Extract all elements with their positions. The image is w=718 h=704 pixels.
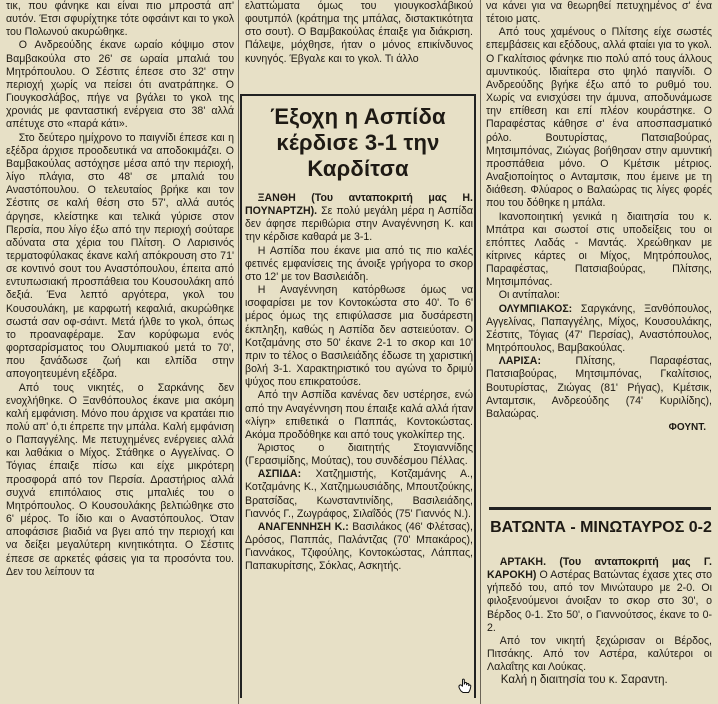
hand-cursor-icon: [455, 676, 475, 696]
column-rule-right: [480, 0, 481, 704]
left-paragraph: Στο δεύτερο ημίχρονο το παιγνίδι έπεσε και η εξέδρα άρχισε προοδευτικά να αποδοκιμάζει. Ο Βαμβακούλας αστόχησε μέσα από την περιοχή, λίγο πλάγια, στο 48' σε μπαλιά του Αναστόπουλου. Ο τελευταίος βρήκε και τον Σέστιτς σε καλή θέση στο 57', αλλά αυτός άργησε, κλείστηκε και τελικά γύρισε στον Περσία, που λίγο έξω από την περιοχή σούταρε αδύνατα στα χέρια του Πλίτση. Ο Λαρισινός τερματοφύλακας έκανε καλή απόκρουση στο 71' σε κοντινό σουτ του Αναστόπουλου, έπειτα από εντυπωσιακή προσπάθεια του Κουσουλάκη από δεξιά. Ένα λεπτό αργότερα, γκολ του Κουσουλάκη, με καρφωτή κεφαλιά, ακυρώθηκε σωστά σαν οφ-σάιντ. Μετά ήλθε το γκολ, όπως το προαναφέραμε. Σαν κορύφωμα ενός φορτσαρίσματος του Ολυμπιακού μετά το 70', που ξανάδωσε ζωή και ελπίδα στην απογοητευμένη εξέδρα.: [6, 131, 234, 381]
aspida-paragraph: Η Ασπίδα που έκανε μια από τις πιο καλές φετινές εμφανίσεις της άνοιξε γρήγορα το σκορ στο 12' με τον Βασιλειάδη.: [245, 244, 473, 283]
middle-column-continuation: [245, 0, 473, 66]
right-paragraph: Από τους χαμένους ο Πλίτσης είχε σωστές επεμβάσεις και εξόδους, αλλά φταίει για το γκολ. Ο Γκαλίτσιος φάνηκε πιο πολύ από τους άλλους αμυντικούς. Ιδιαίτερα στο ψηλό παιγνίδι. Ο Ανδρεούδης βγήκε έξω από το ρυθμό του. Χωρίς να ενισχύσει την άμυνα, αποδυνάμωσε την επίθεση και επί πλέον κουράστηκε. Ο Παραφέστας κάθησε σ' ένα αποσπασματικό ρόλο. Βουτυρίστας, Πατσιαβούρας, Μητσιμπόνας, Ζιώγας βοήθησαν στην αμυντική προσπάθεια μόνο. Ο Κμέτσικ μέτριος. Αναξιοποίητος ο Ανταμτσικ, που έμεινε με τη διάθεση. Φλύαρος ο Βαλαώρας τις λίγες φορές που του δόθηκε η μπάλα.: [486, 26, 712, 210]
column-rule-left: [238, 0, 239, 704]
aspida-dateline: ΞΑΝΘΗ (Του ανταποκριτή μας Η. ΠΟΥΝΑΡΤΖΗ).: [245, 192, 473, 218]
anagennisi-lineup: Βασιλάκος (46' Φλέτσας), Δρόσος, Παππάς, Παλάντζας (70' Μπακάρος), Γιαννάκος, Τζιφούλης, Κοντοκώστας, Λάππας, Παπακυρίτσης, Σόκλας, Ασκητής.: [245, 520, 473, 573]
aspida-paragraph: Άριστος ο διαιτητής Στογιαννίδης (Γερασιμίδης, Μούτας), του συνδέσμου Πέλλας.: [245, 441, 473, 468]
middle-top-paragraph: ελαττώματα όμως του γιουγκοσλάβικού φουτμπόλ (κράτημα της μπάλας, διστακτικότητα στο σουτ). Ο Βαμβακούλας έπαιξε για διάκριση. Πάλεψε, μόχθησε, ήταν ο μόνος επικίνδυνος κυνηγός. Έβγαλε και το γκολ. Τι άλλο: [245, 0, 473, 65]
right-paragraph: Οι αντίπαλοι:: [498, 289, 560, 302]
larisa-lineup-label: ΛΑΡΙΣΑ:: [498, 355, 541, 368]
vatonta-paragraph: Από τον νικητή ξεχώρισαν οι Βέρδος, Πιτσάκης. Από τον Αστέρα, καλύτεροι οι Λαλαΐτης και Λούκας.: [487, 634, 712, 674]
left-column-article: [6, 0, 234, 579]
right-paragraph: Ικανοποιητική γενικά η διαιτησία του κ. Μπάτρα και σωστοί στις υποδείξεις του οι επόπτες Λαδάς - Μαντάς. Χρεώθηκαν με κίτρινες κάρτες οι Μίχος, Μητρόπουλος, Παραφέστας, Πατσιαβούρας, Πλίτσης, Μητσιμπόνας.: [486, 210, 712, 289]
anagennisi-lineup-label: ΑΝΑΓΕΝΝΗΣΗ Κ.:: [257, 520, 349, 533]
larisa-lineup: Πλίτσης, Παραφέστας, Πατσιαβούρας, Μητσιμπόνας, Γκαλίτσιος, Βουτυρίστας, Ζιώγας (81' Ρήγας), Κμέτσικ, Ανταμτσικ, Ανδρεούδης (74' Κυριλίδης), Βαλαώρας.: [486, 355, 712, 420]
aspida-lineup-label: ΑΣΠΙΔΑ:: [257, 468, 302, 481]
left-paragraph: Ο Ανδρεούδης έκανε ωραίο κόψιμο στον Βαμβακούλα στο 26' σε ωραία μπαλιά του Μητρόπουλου. Ο Σέστιτς έπεσε στο 32' στην περιοχή χωρίς να πείσει ότι ανατράπηκε. Ο Γιουγκοσλάβος, πήγε να βγάλει το γκολ της χρονιάς με φανταστική ενέργεια στο 38' αλλά απέτυχε στο «παρά κάτι».: [6, 39, 234, 131]
olympiakos-lineup-label: ΟΛΥΜΠΙΑΚΟΣ:: [498, 302, 573, 315]
vatonta-article-body: [487, 556, 712, 688]
olympiakos-lineup: Σαργκάνης, Ξανθόπουλος, Αγγελίνας, Παπαγγέλης, Μίχος, Κουσουλάκης, Σέστιτς, Τόγιας (47' Περσίας), Αναστόπουλος, Μητρόπουλος, Βαμβακούλας.: [486, 302, 712, 355]
aspida-paragraph: Η Αναγέννηση κατόρθωσε όμως να ισοφαρίσει με τον Κοντοκώστα στο 40'. Το 6' μέρος όμως της επιφύλασσε μια δυσάρεστη έκπληξη, καθώς η Ασπίδα δεν αστειεύοταν. Ο Κοτζαμάνης στο 50' έκανε 2-1 το σκορ και 10' πριν το τέλος ο Βασιλειάδης έδωσε τη χαριστική βολή 3-1. Χαρακτηριστικό του αγώνα το δριμύ ψύχος που επικρατούσε.: [245, 284, 473, 389]
right-paragraph: να κάνει για να θεωρηθεί πετυχημένος σ' ένα τέτοιο ματς.: [486, 0, 712, 26]
aspida-lineup: Χατζημιστής, Κοτζαμάνης Α., Κοτζαμάνης Κ., Χατζημωυσιάδης, Μπουτζούκης, Βρατσίδας, Κωνσταντινίδης, Βασιλειάδης, Γιαννός Γ., Ζωγράφος, Σιλαΐδός (75' Γιαννός Ν.).: [245, 468, 474, 520]
aspida-headline: Έξοχη η Ασπίδα κέρδισε 3-1 την Καρδίτσα: [270, 104, 446, 181]
left-paragraph: Από τους νικητές, ο Σαρκάνης δεν ενοχλήθηκε. Ο Ξανθόπουλος έκανε μια ακόμη καλή εμφάνιση. Μόνο που άρχισε να κρατάει πιο πολύ απ' ό,τι έπρεπε την μπάλα. Καλή εμφάνιση ο Παπαγγέλης. Με πετυχημένες ενέργειες αλλά και λαθάκια ο Μίχος. Στάθηκε ο Αγγελίνας. Ο Τόγιας έπαιξε πίσω και είχε μικρότερη προσφορά από τον Περσία. Δραστήριος αλλά συχνά επιπόλαιος στις μπαλιές του ο Μητρόπουλος. Ο Κουσουλάκης βελτιώθηκε στο 6' μέρος. Το ίδιο και ο Αναστόπουλος. Όταν αποφάσισε βιαδιά να βγει από την περιοχή και να δείξει μεγαλύτερη κινητικότητα. Ο Σέστιτς έπεσε σε αρκετές φάσεις για τα προσόντα του. Δεν του λείπουν τα: [6, 381, 234, 578]
left-paragraph: τικ, που φάνηκε και είναι πιο μπροστά απ' αυτόν. Έτσι σφυρίχτηκε τότε οφσάιντ και το γκολ του Πολωνού ακυρώθηκε.: [6, 0, 234, 39]
vatonta-dateline: ΑΡΤΑΚΗ. (Του ανταποκριτή μας Γ. ΚΑΡΟΚΗ): [487, 556, 712, 582]
aspida-article-body: [245, 192, 473, 574]
vatonta-closing: Καλή η διαιτησία του κ. Σαραντη.: [500, 674, 668, 687]
aspida-lead: Σε πολύ μεγάλη μέρα η Ασπίδα δεν άφησε περιθώρια στην Αναγέννηση Κ. και την κέρδισε καθαρά με 3-1.: [245, 205, 473, 244]
vatonta-lead: Ο Αστέρας Βατώντας έχασε χτες στο γήπεδό του, από τον Μινώταυρο με 2-0. Οι φιλοξενούμενοι άνοιξαν το σκορ στο 30', ο Βέρδος 0-1. Στο 50', ο Γιαννούτσος, έκανε το 0-2.: [487, 569, 712, 634]
author-signature: ΦΟΥΝΤ.: [668, 422, 706, 433]
right-column-article: [486, 0, 712, 434]
section-divider-rule: [489, 507, 711, 510]
vatonta-headline: ΒΑΤΩΝΤΑ - ΜΙΝΩΤΑΥΡΟΣ 0-2: [490, 519, 712, 536]
aspida-paragraph: Από την Ασπίδα κανένας δεν υστέρησε, ενώ από την Αναγέννηση που έπαιξε καλά αλλά ήταν «λίγη» επιθετικά ο Παππάς, Κοντοκώστας. Ακόμα προδόθηκε και από τους γκολκίπερ της.: [245, 389, 473, 441]
